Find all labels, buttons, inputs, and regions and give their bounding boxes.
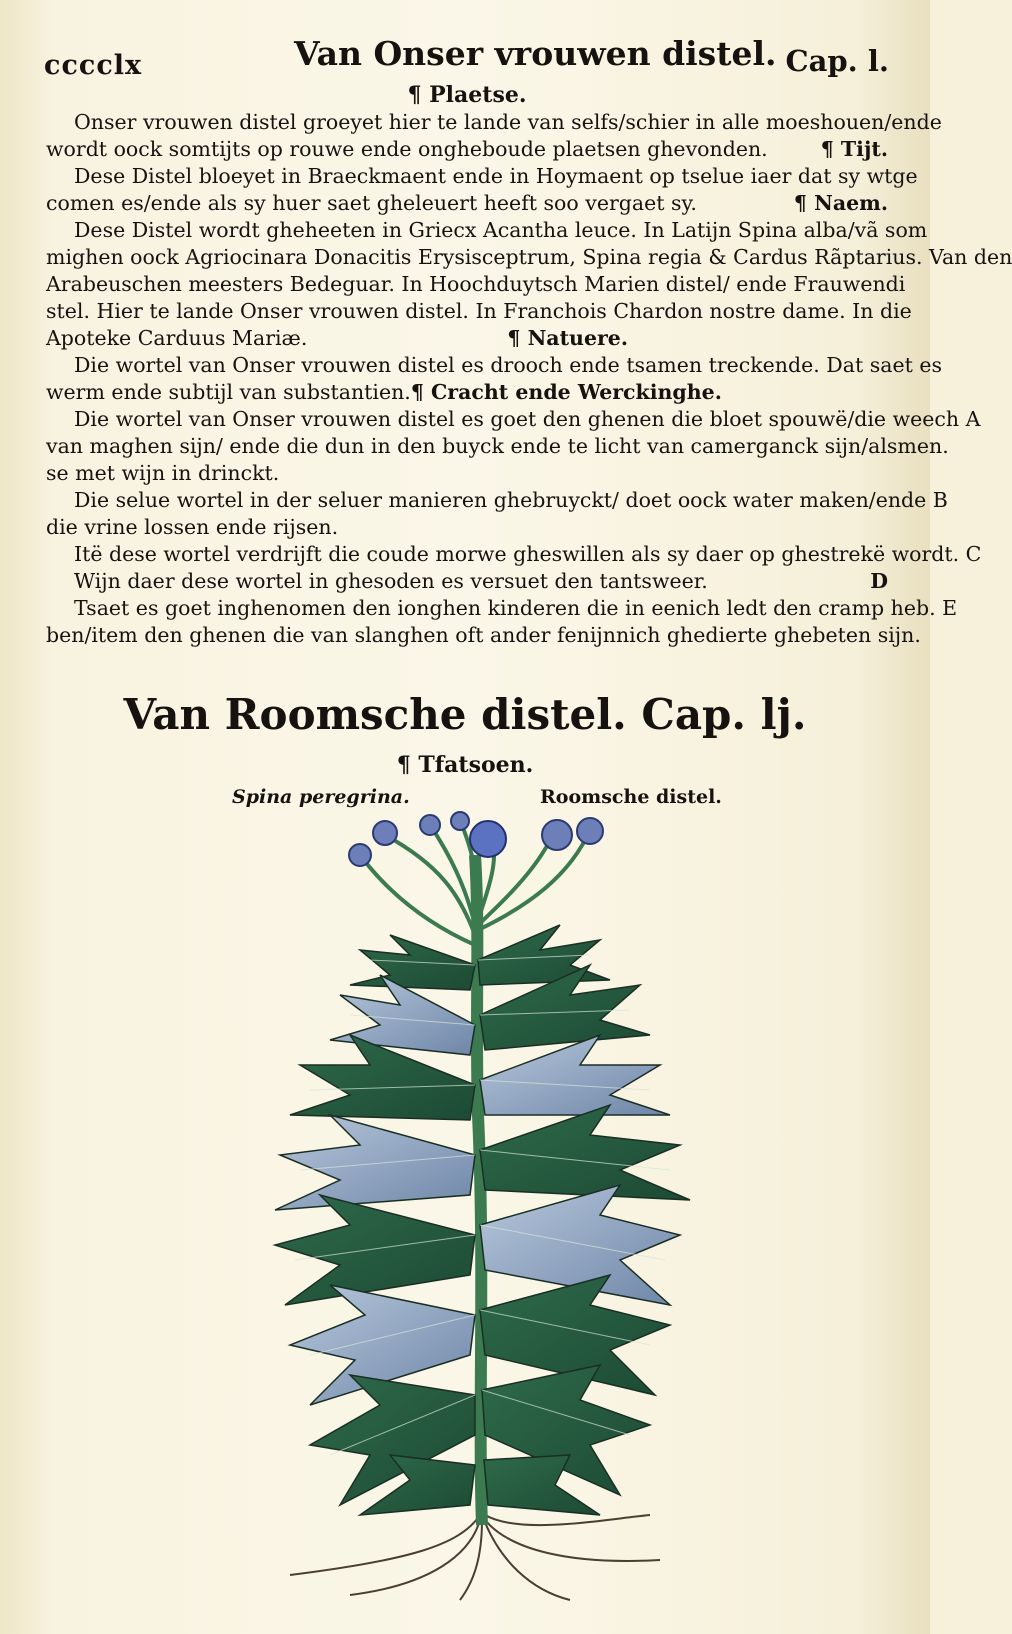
line-text: Die wortel van Onser vrouwen distel es goet den ghenen die bloet spouwë/die weech A bbox=[74, 407, 981, 431]
line-text: Tsaet es goet inghenomen den ionghen kinderen die in eenich ledt den cramp heb. E bbox=[74, 596, 958, 620]
line-text: Dese Distel bloeyet in Braeckmaent ende in Hoymaent op tselue iaer dat sy wtge bbox=[74, 164, 918, 188]
section-mark: ¶ Natuere. bbox=[507, 326, 628, 350]
section-mark: ¶ Tijt. bbox=[820, 137, 888, 161]
text-line bbox=[46, 271, 906, 298]
text-line bbox=[46, 190, 888, 217]
dutch-caption: Roomsche distel. bbox=[540, 786, 722, 808]
chapter-heading: Van Roomsche distel. Cap. lj. bbox=[123, 690, 807, 739]
section-heading: ¶ Tfatsoen. bbox=[396, 752, 534, 778]
chapter-reference: Cap. l. bbox=[785, 44, 889, 78]
line-text: mighen oock Agriocinara Donacitis Erysisceptrum, Spina regia & Cardus Rãptarius. Van den bbox=[46, 245, 1012, 269]
line-text: se met wijn in drinckt. bbox=[46, 461, 280, 485]
text-line bbox=[46, 136, 888, 163]
text-line bbox=[46, 406, 981, 433]
roots bbox=[290, 1515, 660, 1600]
body-text bbox=[46, 82, 1012, 649]
stem bbox=[475, 855, 482, 1525]
page-header bbox=[44, 30, 889, 82]
text-line bbox=[46, 622, 921, 649]
text-line bbox=[46, 568, 888, 595]
line-text: werm ende subtijl van substantien. bbox=[46, 380, 411, 404]
text-line bbox=[46, 325, 888, 352]
section-mark: ¶ Naem. bbox=[793, 191, 888, 215]
line-text: van maghen sijn/ ende die dun in den buyck ende te licht van camerganck sijn/alsmen. bbox=[46, 434, 949, 458]
text-line bbox=[46, 298, 912, 325]
line-text: Apoteke Carduus Mariæ. bbox=[46, 326, 308, 350]
line-text: ben/item den ghenen die van slanghen oft ander fenijnnich ghedierte ghebeten sijn. bbox=[46, 623, 921, 647]
line-text: ¶ Plaetse. bbox=[407, 82, 527, 108]
text-line bbox=[46, 433, 949, 460]
text-line bbox=[46, 460, 888, 487]
latin-caption: Spina peregrina. bbox=[232, 786, 410, 808]
text-line bbox=[46, 217, 928, 244]
thistle-illustration bbox=[270, 815, 700, 1605]
folio-number: cccclx bbox=[44, 50, 143, 81]
text-line bbox=[46, 82, 888, 109]
line-text: die vrine lossen ende rijsen. bbox=[46, 515, 339, 539]
text-line bbox=[46, 487, 948, 514]
text-line bbox=[46, 244, 1012, 271]
text-line bbox=[46, 109, 942, 136]
line-text: Wijn daer dese wortel in ghesoden es versuet den tantsweer. bbox=[74, 569, 708, 593]
running-title: Van Onser vrouwen distel. bbox=[294, 34, 777, 73]
line-text: Arabeuschen meesters Bedeguar. In Hoochduytsch Marien distel/ ende Frauwendi bbox=[46, 272, 906, 296]
text-line bbox=[46, 541, 982, 568]
line-text: stel. Hier te lande Onser vrouwen distel. In Franchois Chardon nostre dame. In die bbox=[46, 299, 912, 323]
line-text: Dese Distel wordt gheheeten in Griecx Acantha leuce. In Latijn Spina alba/vã som bbox=[74, 218, 928, 242]
section-mark: D bbox=[870, 569, 888, 593]
line-text: wordt oock somtijts op rouwe ende ongheboude plaetsen ghevonden. bbox=[46, 137, 768, 161]
line-text: Die wortel van Onser vrouwen distel es drooch ende tsamen treckende. Dat saet es bbox=[74, 353, 942, 377]
text-line bbox=[46, 352, 942, 379]
section-mark: ¶ Cracht ende Werckinghe. bbox=[410, 380, 722, 404]
line-text: Itë dese wortel verdrijft die coude morwe gheswillen als sy daer op ghestrekë wordt. C bbox=[74, 542, 982, 566]
line-text: comen es/ende als sy huer saet gheleuert heeft soo vergaet sy. bbox=[46, 191, 697, 215]
line-text: Die selue wortel in der seluer manieren ghebruyckt/ doet oock water maken/ende B bbox=[74, 488, 948, 512]
text-line bbox=[46, 379, 888, 406]
text-line bbox=[46, 514, 888, 541]
line-text: Onser vrouwen distel groeyet hier te lande van selfs/schier in alle moeshouen/ende bbox=[74, 110, 942, 134]
text-line bbox=[46, 163, 918, 190]
text-line bbox=[46, 595, 958, 622]
